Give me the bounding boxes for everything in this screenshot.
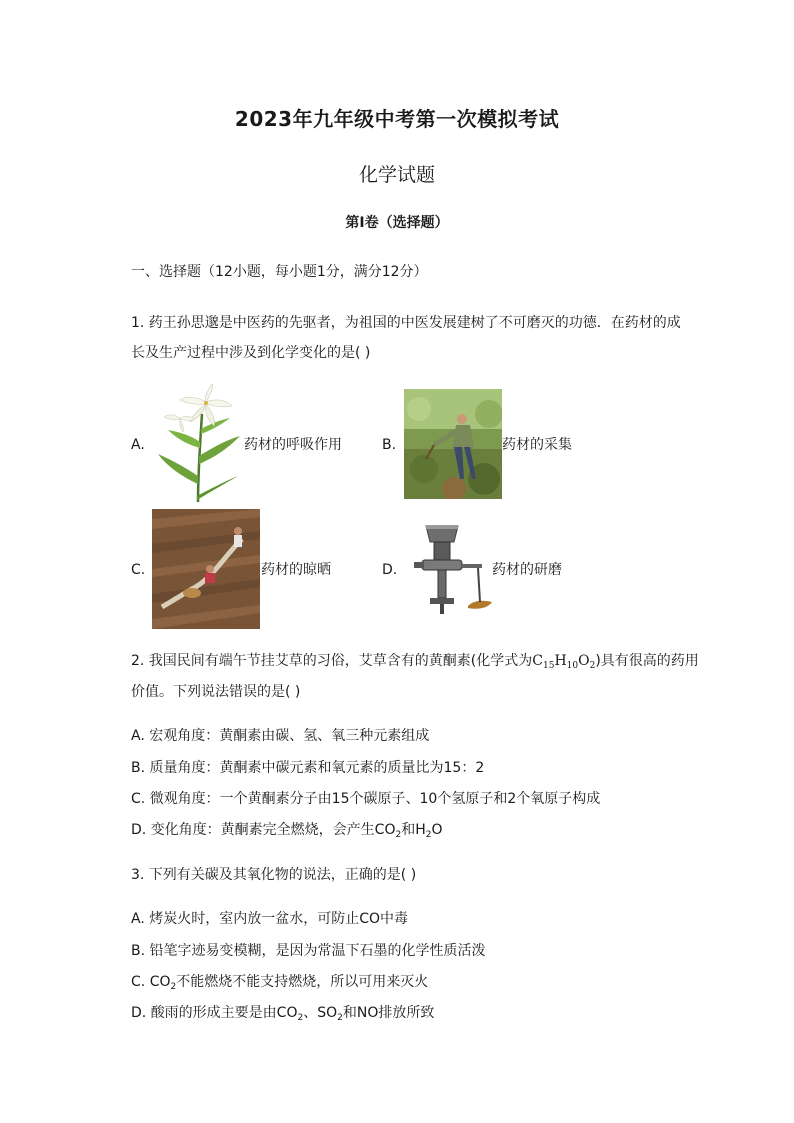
drying-field-photo	[152, 509, 260, 629]
q3-option-c	[131, 972, 428, 997]
q3-option-a-letter: A.	[131, 911, 145, 927]
q3-option-d-text-pre: 酸雨的形成主要是由CO	[150, 1005, 298, 1021]
q2-formula	[532, 653, 595, 669]
q2-option-d-sub2: 2	[425, 830, 432, 840]
q3-option-c-text-post: 不能燃烧不能支持燃烧，所以可用来灭火	[176, 974, 429, 990]
q3-option-a-text: 烤炭火时，室内放一盆水，可防止CO中毒	[149, 911, 409, 927]
q1-option-a-text: 药材的呼吸作用	[244, 437, 342, 453]
q1-option-c-letter: C.	[131, 562, 146, 578]
q2-option-d-sub1: 2	[395, 830, 402, 840]
person-harvesting-photo	[404, 389, 502, 499]
q3-option-d-sub2: 2	[337, 1013, 343, 1023]
q2-stem-post: )具有很高的药用	[595, 653, 699, 669]
q2-option-b-text: 质量角度：黄酮素中碳元素和氧元素的质量比为15：2	[149, 760, 485, 776]
q2-stem-line1	[131, 651, 699, 676]
q2-option-a	[131, 726, 429, 746]
q2-option-b-letter: B.	[131, 760, 146, 776]
formula-h-count: 10	[566, 661, 579, 671]
q2-option-c-text: 微观角度：一个黄酮素分子由15个碳原子、10个氢原子和2个氧原子构成	[149, 791, 601, 807]
q3-option-c-sub1: 2	[170, 982, 177, 992]
formula-o-count: 2	[589, 661, 596, 671]
q1-stem-line1: 1. 药王孙思邈是中医药的先驱者，为祖国的中医发展建树了不可磨灭的功德．在药材的成	[131, 315, 681, 331]
hand-grinder-icon	[408, 524, 493, 616]
exam-title: 2023年九年级中考第一次模拟考试	[234, 107, 560, 131]
volume-heading: 第Ⅰ卷（选择题）	[345, 215, 449, 231]
q2-option-d	[131, 820, 443, 845]
q1-option-c-text: 药材的晾晒	[261, 562, 331, 578]
q3-option-b-text: 铅笔字迹易变模糊，是因为常温下石墨的化学性质活泼	[149, 943, 486, 959]
lily-plant-icon	[150, 384, 245, 504]
q1-option-b-letter: B.	[382, 437, 397, 453]
q1-option-a-letter: A.	[131, 437, 145, 453]
q3-option-b	[131, 941, 486, 961]
q3-option-c-text-pre: CO	[149, 974, 171, 990]
q2-option-b	[131, 758, 484, 778]
q2-option-c	[131, 789, 600, 809]
q3-option-d-text-mid: 、SO	[303, 1005, 338, 1021]
q2-option-d-letter: D.	[131, 822, 147, 838]
q3-stem: 3. 下列有关碳及其氧化物的说法，正确的是( )	[131, 867, 417, 883]
formula-h: H	[554, 653, 567, 669]
q1-option-d-letter: D.	[382, 562, 398, 578]
q3-option-d-sub1: 2	[297, 1013, 304, 1023]
q2-option-d-text-post: O	[431, 822, 443, 838]
q3-option-d	[131, 1003, 434, 1028]
exam-subtitle: 化学试题	[358, 164, 435, 186]
q3-option-a	[131, 909, 408, 929]
formula-c-count: 15	[543, 661, 555, 671]
q2-option-c-letter: C.	[131, 791, 146, 807]
q3-option-d-letter: D.	[131, 1005, 147, 1021]
q2-stem-pre: 2. 我国民间有端午节挂艾草的习俗，艾草含有的黄酮素(化学式为	[131, 653, 533, 669]
section-heading: 一、选择题（12小题，每小题1分，满分12分）	[131, 264, 428, 280]
q2-stem-line2: 价值。下列说法错误的是( )	[131, 684, 301, 700]
q1-stem-line2: 长及生产过程中涉及到化学变化的是( )	[131, 345, 371, 361]
formula-o: O	[578, 653, 590, 669]
q3-option-d-text-post: 和NO排放所致	[342, 1005, 435, 1021]
q2-option-d-text-pre: 变化角度：黄酮素完全燃烧，会产生CO	[150, 822, 396, 838]
q1-option-b-text: 药材的采集	[502, 437, 572, 453]
q3-option-b-letter: B.	[131, 943, 146, 959]
q2-option-a-letter: A.	[131, 728, 145, 744]
q2-option-a-text: 宏观角度：黄酮素由碳、氢、氧三种元素组成	[149, 728, 430, 744]
formula-c: C	[532, 653, 543, 669]
q3-option-c-letter: C.	[131, 974, 146, 990]
q2-option-d-text-mid: 和H	[401, 822, 426, 838]
q1-option-d-text: 药材的研磨	[492, 562, 562, 578]
